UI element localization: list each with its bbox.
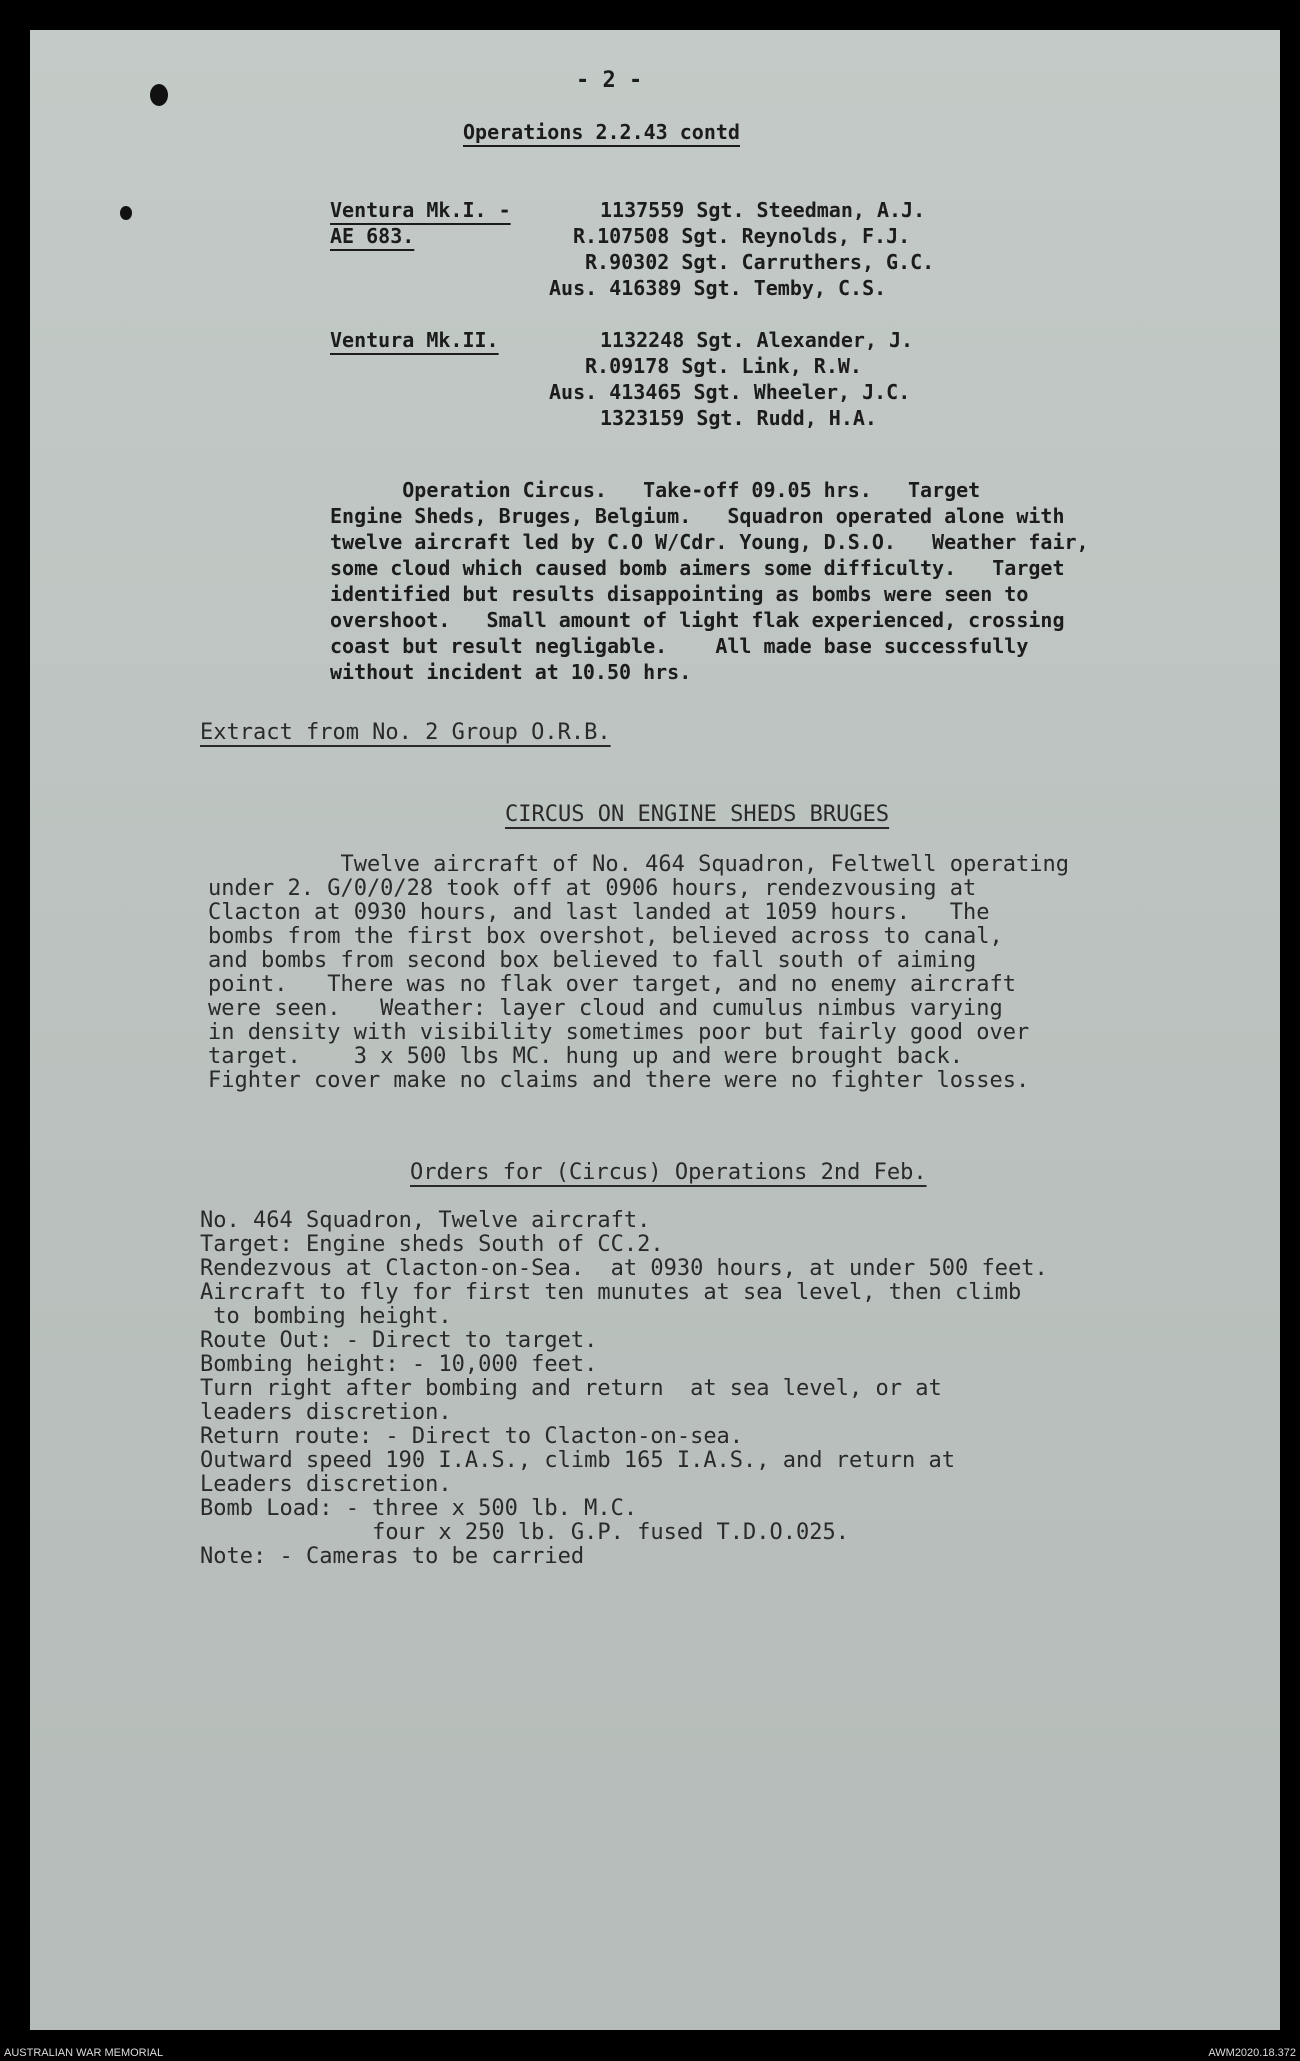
orders-line: Aircraft to fly for first ten munutes at sea level, then climb <box>200 1280 1022 1305</box>
orders-line: Note: - Cameras to be carried <box>200 1544 585 1569</box>
crew-aircraft: Ventura Mk.II. <box>330 328 499 352</box>
page-heading: Operations 2.2.43 contd <box>463 120 740 144</box>
orders-line: Bombing height: - 10,000 feet. <box>200 1352 598 1377</box>
paragraph-line: twelve aircraft led by C.O W/Cdr. Young, D.S.O. Weather fair, <box>330 530 1089 554</box>
paragraph-line: under 2. G/0/0/28 took off at 0906 hours, rendezvousing at <box>208 876 977 901</box>
crew-member: 1323159 Sgt. Rudd, H.A. <box>600 406 877 430</box>
orders-line: Route Out: - Direct to target. <box>200 1328 598 1353</box>
orders-heading: Orders for (Circus) Operations 2nd Feb. <box>410 1160 927 1185</box>
paragraph-line: Twelve aircraft of No. 464 Squadron, Feltwell operating <box>208 852 1069 877</box>
paragraph-line: bombs from the first box overshot, believed across to canal, <box>208 924 1003 949</box>
paragraph-line: were seen. Weather: layer cloud and cumulus nimbus varying <box>208 996 1003 1021</box>
page-number: - 2 - <box>576 68 643 93</box>
paragraph-line: without incident at 10.50 hrs. <box>330 660 692 684</box>
paragraph-line: overshoot. Small amount of light flak experienced, crossing <box>330 608 1065 632</box>
orders-line: Target: Engine sheds South of CC.2. <box>200 1232 664 1257</box>
paragraph-line: target. 3 x 500 lbs MC. hung up and were brought back. <box>208 1044 963 1069</box>
orders-line: Bomb Load: - three x 500 lb. M.C. <box>200 1496 638 1521</box>
paragraph-line: some cloud which caused bomb aimers some difficulty. Target <box>330 556 1065 580</box>
orders-line: No. 464 Squadron, Twelve aircraft. <box>200 1208 651 1233</box>
paragraph-line: Engine Sheds, Bruges, Belgium. Squadron operated alone with <box>330 504 1065 528</box>
paragraph-line: and bombs from second box believed to fall south of aiming <box>208 948 977 973</box>
orders-line: leaders discretion. <box>200 1400 452 1425</box>
footer-institution: AUSTRALIAN WAR MEMORIAL <box>4 2047 164 2059</box>
crew-member: R.09178 Sgt. Link, R.W. <box>585 354 862 378</box>
orders-line: Turn right after bombing and return at sea level, or at <box>200 1376 942 1401</box>
crew-member: R.90302 Sgt. Carruthers, G.C. <box>585 250 935 274</box>
orders-line: Rendezvous at Clacton-on-Sea. at 0930 hours, at under 500 feet. <box>200 1256 1048 1281</box>
orders-line: Outward speed 190 I.A.S., climb 165 I.A.S., and return at <box>200 1448 955 1473</box>
paragraph-line: Clacton at 0930 hours, and last landed at 1059 hours. The <box>208 900 990 925</box>
paragraph-line: in density with visibility sometimes poor but fairly good over <box>208 1020 1030 1045</box>
orders-line: Return route: - Direct to Clacton-on-sea. <box>200 1424 744 1449</box>
orders-line: to bombing height. <box>200 1304 452 1329</box>
crew-member: Aus. 413465 Sgt. Wheeler, J.C. <box>549 380 911 404</box>
document-page <box>30 30 1280 2030</box>
paragraph-line: identified but results disappointing as bombs were seen to <box>330 582 1029 606</box>
extract-heading: Extract from No. 2 Group O.R.B. <box>200 720 611 745</box>
crew-member: Aus. 416389 Sgt. Temby, C.S. <box>549 276 887 300</box>
crew-member: 1132248 Sgt. Alexander, J. <box>600 328 914 352</box>
crew-member: R.107508 Sgt. Reynolds, F.J. <box>573 224 911 248</box>
paragraph-line: coast but result negligable. All made base successfully <box>330 634 1029 658</box>
orders-line: Leaders discretion. <box>200 1472 452 1497</box>
orders-line: four x 250 lb. G.P. fused T.D.O.025. <box>200 1520 850 1545</box>
crew-serial: AE 683. <box>330 224 415 248</box>
punch-hole-top <box>150 84 168 106</box>
paragraph-line: Operation Circus. Take-off 09.05 hrs. Target <box>330 478 981 502</box>
footer-reference: AWM2020.18.372 <box>1208 2047 1296 2059</box>
circus-heading: CIRCUS ON ENGINE SHEDS BRUGES <box>505 802 890 827</box>
punch-hole-middle <box>120 206 132 220</box>
paragraph-line: Fighter cover make no claims and there were no fighter losses. <box>208 1068 1030 1093</box>
crew-aircraft: Ventura Mk.I. - <box>330 198 511 222</box>
paragraph-line: point. There was no flak over target, and no enemy aircraft <box>208 972 1016 997</box>
crew-member: 1137559 Sgt. Steedman, A.J. <box>600 198 926 222</box>
